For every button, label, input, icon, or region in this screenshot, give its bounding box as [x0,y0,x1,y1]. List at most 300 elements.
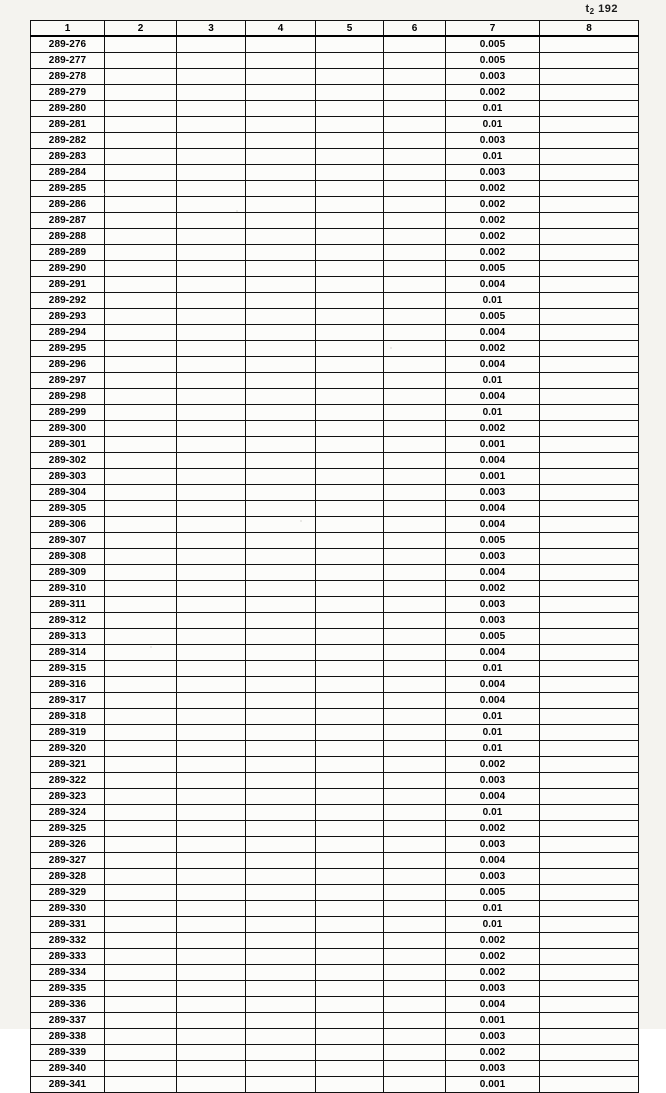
cell-column-3 [177,661,246,677]
cell-identifier: 289-341 [31,1077,105,1093]
cell-column-3 [177,501,246,517]
cell-column-5 [316,837,384,853]
cell-column-3 [177,405,246,421]
cell-identifier: 289-310 [31,581,105,597]
cell-column-5 [316,965,384,981]
table-row [31,517,639,533]
cell-column-7: 0.002 [446,181,540,197]
table-row [31,101,639,117]
cell-column-6 [384,133,446,149]
cell-column-7: 0.003 [446,549,540,565]
cell-column-2 [105,709,177,725]
cell-column-6 [384,69,446,85]
cell-column-7: 0.001 [446,1013,540,1029]
cell-column-6 [384,533,446,549]
cell-column-8 [540,917,639,933]
cell-column-5 [316,821,384,837]
table-row [31,437,639,453]
cell-column-2 [105,773,177,789]
cell-column-2 [105,197,177,213]
cell-column-4 [246,309,316,325]
cell-column-7: 0.005 [446,533,540,549]
cell-column-8 [540,389,639,405]
table-row [31,213,639,229]
cell-column-6 [384,309,446,325]
table-row [31,533,639,549]
cell-column-7: 0.005 [446,261,540,277]
cell-identifier: 289-299 [31,405,105,421]
cell-column-4 [246,357,316,373]
cell-column-3 [177,757,246,773]
cell-column-8 [540,901,639,917]
cell-column-6 [384,501,446,517]
cell-column-5 [316,677,384,693]
cell-column-2 [105,1029,177,1045]
cell-column-3 [177,165,246,181]
cell-column-2 [105,629,177,645]
cell-column-2 [105,581,177,597]
table-row [31,485,639,501]
cell-column-3 [177,597,246,613]
cell-identifier: 289-314 [31,645,105,661]
cell-column-4 [246,645,316,661]
cell-column-4 [246,69,316,85]
cell-column-4 [246,597,316,613]
cell-column-2 [105,517,177,533]
cell-column-3 [177,565,246,581]
cell-column-4 [246,821,316,837]
cell-column-4 [246,36,316,53]
cell-column-4 [246,773,316,789]
table-row [31,949,639,965]
cell-column-7: 0.004 [446,645,540,661]
cell-identifier: 289-277 [31,53,105,69]
cell-column-3 [177,853,246,869]
cell-column-7: 0.003 [446,597,540,613]
cell-identifier: 289-325 [31,821,105,837]
column-header-1: 1 [31,21,105,37]
cell-column-8 [540,805,639,821]
cell-identifier: 289-311 [31,597,105,613]
cell-column-8 [540,1029,639,1045]
cell-column-2 [105,917,177,933]
cell-column-6 [384,613,446,629]
cell-column-2 [105,821,177,837]
cell-column-6 [384,469,446,485]
table-row [31,469,639,485]
page-number: 192 [598,3,618,15]
cell-column-3 [177,1013,246,1029]
cell-column-4 [246,213,316,229]
cell-column-8 [540,933,639,949]
cell-column-2 [105,421,177,437]
cell-identifier: 289-320 [31,741,105,757]
cell-identifier: 289-319 [31,725,105,741]
table-row [31,645,639,661]
table-row [31,725,639,741]
cell-identifier: 289-307 [31,533,105,549]
cell-column-4 [246,325,316,341]
cell-column-5 [316,661,384,677]
cell-column-5 [316,693,384,709]
scan-speckle [236,210,238,212]
cell-column-3 [177,821,246,837]
cell-column-3 [177,885,246,901]
cell-column-8 [540,597,639,613]
cell-column-7: 0.004 [446,389,540,405]
cell-column-3 [177,869,246,885]
table-row [31,117,639,133]
column-header-6: 6 [384,21,446,37]
cell-column-2 [105,757,177,773]
cell-identifier: 289-317 [31,693,105,709]
cell-column-8 [540,149,639,165]
cell-column-6 [384,53,446,69]
table-row [31,613,639,629]
cell-column-3 [177,229,246,245]
cell-column-6 [384,629,446,645]
cell-column-3 [177,1045,246,1061]
cell-identifier: 289-298 [31,389,105,405]
cell-column-3 [177,629,246,645]
cell-column-2 [105,853,177,869]
cell-column-4 [246,741,316,757]
cell-column-7: 0.004 [446,997,540,1013]
cell-column-4 [246,453,316,469]
table-row [31,229,639,245]
cell-column-7: 0.005 [446,309,540,325]
cell-column-4 [246,229,316,245]
cell-column-8 [540,821,639,837]
cell-column-3 [177,981,246,997]
cell-column-3 [177,517,246,533]
cell-column-5 [316,101,384,117]
cell-column-2 [105,1077,177,1093]
cell-column-8 [540,117,639,133]
cell-identifier: 289-338 [31,1029,105,1045]
cell-column-2 [105,885,177,901]
cell-column-7: 0.002 [446,1045,540,1061]
cell-column-7: 0.01 [446,373,540,389]
cell-column-5 [316,773,384,789]
cell-column-3 [177,997,246,1013]
cell-column-6 [384,805,446,821]
cell-column-6 [384,773,446,789]
column-header-5: 5 [316,21,384,37]
cell-column-8 [540,69,639,85]
cell-column-6 [384,869,446,885]
cell-column-6 [384,789,446,805]
cell-identifier: 289-290 [31,261,105,277]
cell-column-5 [316,181,384,197]
cell-column-2 [105,309,177,325]
cell-column-7: 0.004 [446,677,540,693]
cell-column-3 [177,805,246,821]
cell-column-8 [540,565,639,581]
cell-column-8 [540,885,639,901]
scan-speckle [150,646,152,648]
cell-column-7: 0.004 [446,789,540,805]
cell-identifier: 289-335 [31,981,105,997]
cell-column-6 [384,405,446,421]
cell-column-8 [540,789,639,805]
cell-identifier: 289-279 [31,85,105,101]
cell-column-4 [246,373,316,389]
cell-column-5 [316,469,384,485]
data-table [30,20,639,1093]
column-header-7: 7 [446,21,540,37]
cell-identifier: 289-304 [31,485,105,501]
cell-column-2 [105,165,177,181]
cell-column-6 [384,853,446,869]
cell-column-3 [177,373,246,389]
cell-column-6 [384,293,446,309]
cell-identifier: 289-336 [31,997,105,1013]
cell-column-2 [105,533,177,549]
cell-column-6 [384,837,446,853]
table-row [31,36,639,53]
scan-speckle [390,347,392,349]
table-row [31,1013,639,1029]
cell-column-8 [540,629,639,645]
cell-column-7: 0.004 [446,517,540,533]
cell-column-4 [246,949,316,965]
column-header-3: 3 [177,21,246,37]
cell-column-3 [177,773,246,789]
cell-identifier: 289-337 [31,1013,105,1029]
table-row [31,981,639,997]
table-header-row [31,21,639,37]
cell-column-7: 0.002 [446,933,540,949]
cell-column-7: 0.002 [446,821,540,837]
table-row [31,405,639,421]
cell-column-5 [316,1029,384,1045]
cell-column-6 [384,597,446,613]
cell-column-2 [105,693,177,709]
cell-column-3 [177,965,246,981]
table-row [31,293,639,309]
cell-column-6 [384,581,446,597]
cell-column-6 [384,741,446,757]
cell-column-6 [384,277,446,293]
cell-column-2 [105,36,177,53]
scan-speckle [300,520,302,522]
cell-column-3 [177,1029,246,1045]
cell-column-8 [540,581,639,597]
cell-column-2 [105,933,177,949]
table-row [31,677,639,693]
cell-column-5 [316,437,384,453]
cell-column-7: 0.01 [446,101,540,117]
cell-column-6 [384,1013,446,1029]
cell-column-2 [105,1061,177,1077]
cell-column-7: 0.003 [446,133,540,149]
cell-column-6 [384,885,446,901]
table-row [31,1077,639,1093]
cell-column-2 [105,405,177,421]
cell-column-4 [246,245,316,261]
cell-column-7: 0.01 [446,709,540,725]
cell-identifier: 289-284 [31,165,105,181]
cell-column-5 [316,629,384,645]
table-row [31,501,639,517]
cell-column-6 [384,981,446,997]
cell-column-5 [316,261,384,277]
cell-column-4 [246,261,316,277]
cell-column-5 [316,325,384,341]
cell-identifier: 289-291 [31,277,105,293]
cell-column-3 [177,309,246,325]
cell-column-5 [316,1013,384,1029]
cell-column-2 [105,597,177,613]
cell-column-7: 0.004 [446,357,540,373]
cell-column-2 [105,661,177,677]
cell-column-3 [177,709,246,725]
cell-column-3 [177,149,246,165]
table-row [31,597,639,613]
cell-column-5 [316,533,384,549]
cell-column-5 [316,869,384,885]
cell-column-8 [540,997,639,1013]
cell-column-7: 0.004 [446,501,540,517]
cell-identifier: 289-296 [31,357,105,373]
cell-column-3 [177,949,246,965]
cell-column-5 [316,36,384,53]
cell-column-4 [246,485,316,501]
cell-column-6 [384,357,446,373]
cell-column-8 [540,949,639,965]
cell-column-3 [177,1061,246,1077]
cell-column-4 [246,725,316,741]
cell-column-8 [540,549,639,565]
table-row [31,581,639,597]
cell-column-5 [316,997,384,1013]
cell-column-8 [540,293,639,309]
cell-column-4 [246,149,316,165]
cell-column-2 [105,261,177,277]
cell-identifier: 289-303 [31,469,105,485]
cell-column-8 [540,661,639,677]
table-row [31,357,639,373]
cell-column-8 [540,421,639,437]
cell-column-8 [540,373,639,389]
cell-column-5 [316,725,384,741]
cell-column-6 [384,373,446,389]
cell-identifier: 289-287 [31,213,105,229]
cell-column-7: 0.003 [446,613,540,629]
cell-column-2 [105,181,177,197]
cell-identifier: 289-316 [31,677,105,693]
cell-column-2 [105,373,177,389]
cell-column-2 [105,869,177,885]
cell-column-7: 0.003 [446,165,540,181]
cell-identifier: 289-297 [31,373,105,389]
cell-column-2 [105,149,177,165]
cell-column-4 [246,565,316,581]
cell-column-5 [316,885,384,901]
cell-column-3 [177,133,246,149]
cell-column-4 [246,805,316,821]
cell-column-6 [384,181,446,197]
cell-column-6 [384,341,446,357]
cell-column-8 [540,645,639,661]
cell-identifier: 289-333 [31,949,105,965]
cell-column-3 [177,293,246,309]
cell-column-3 [177,453,246,469]
cell-column-8 [540,725,639,741]
cell-column-7: 0.004 [446,853,540,869]
cell-column-6 [384,117,446,133]
cell-column-3 [177,437,246,453]
cell-identifier: 289-289 [31,245,105,261]
cell-column-2 [105,549,177,565]
cell-column-4 [246,661,316,677]
cell-column-3 [177,85,246,101]
cell-column-5 [316,517,384,533]
cell-column-5 [316,853,384,869]
cell-column-6 [384,101,446,117]
cell-column-8 [540,341,639,357]
cell-column-5 [316,613,384,629]
cell-column-8 [540,469,639,485]
cell-column-6 [384,1077,446,1093]
cell-column-2 [105,677,177,693]
cell-column-2 [105,69,177,85]
cell-column-8 [540,853,639,869]
cell-column-8 [540,165,639,181]
table-row [31,1045,639,1061]
cell-column-3 [177,917,246,933]
cell-column-6 [384,997,446,1013]
cell-column-8 [540,1013,639,1029]
cell-column-6 [384,197,446,213]
cell-column-6 [384,36,446,53]
cell-identifier: 289-300 [31,421,105,437]
table-row [31,789,639,805]
cell-identifier: 289-309 [31,565,105,581]
table-row [31,181,639,197]
cell-column-3 [177,789,246,805]
cell-column-5 [316,581,384,597]
cell-column-8 [540,517,639,533]
cell-column-2 [105,133,177,149]
cell-column-7: 0.002 [446,245,540,261]
cell-column-4 [246,581,316,597]
cell-column-5 [316,53,384,69]
cell-column-6 [384,1029,446,1045]
cell-column-6 [384,1045,446,1061]
cell-column-3 [177,36,246,53]
cell-column-4 [246,85,316,101]
cell-identifier: 289-324 [31,805,105,821]
column-header-4: 4 [246,21,316,37]
cell-column-5 [316,373,384,389]
cell-column-4 [246,965,316,981]
table-row [31,53,639,69]
table-row [31,933,639,949]
cell-column-2 [105,613,177,629]
cell-column-7: 0.005 [446,53,540,69]
cell-column-3 [177,277,246,293]
cell-column-8 [540,869,639,885]
cell-column-4 [246,53,316,69]
cell-column-8 [540,757,639,773]
table-row [31,885,639,901]
table-row [31,261,639,277]
cell-column-2 [105,357,177,373]
cell-column-5 [316,293,384,309]
table-row [31,149,639,165]
